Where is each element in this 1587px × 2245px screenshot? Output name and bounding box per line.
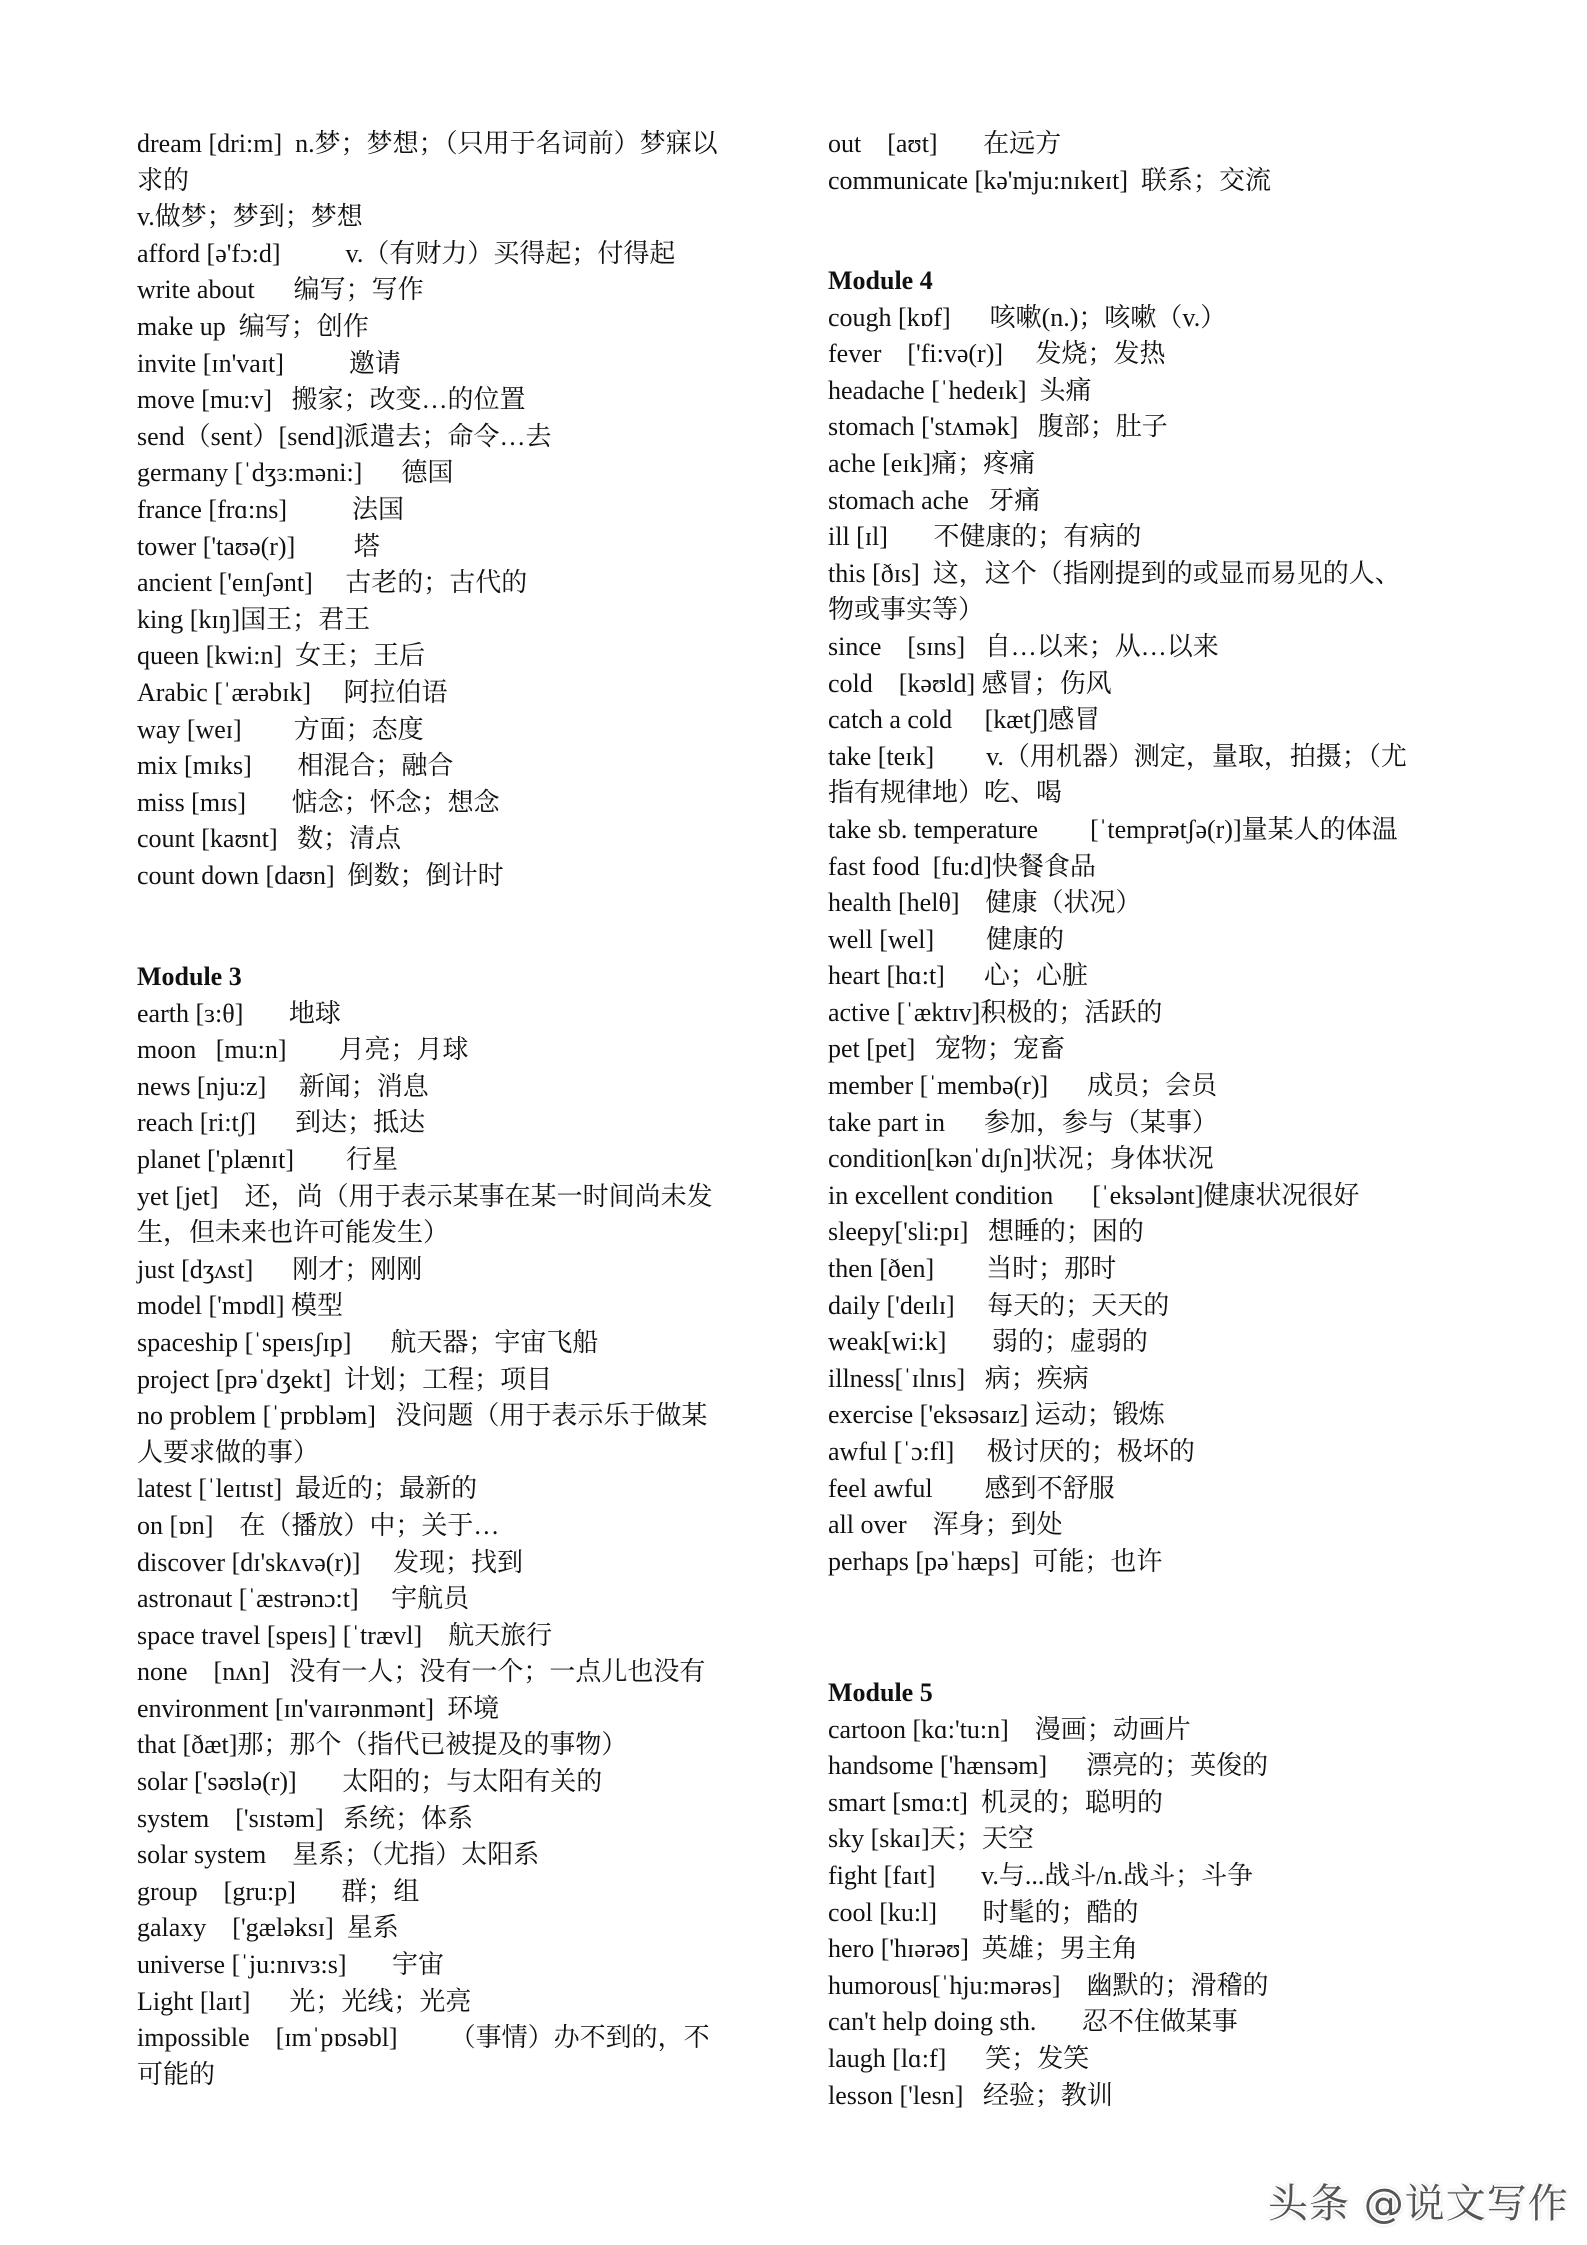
vocab-entry-text: make up 编写；创作 xyxy=(137,311,369,341)
vocab-entry xyxy=(828,126,1488,163)
vocab-entry-text: laugh [lɑ:f] 笑；发笑 xyxy=(828,2043,1090,2073)
module-heading: Module 4 xyxy=(828,266,933,295)
vocab-entry-text: ill [ɪl] 不健康的；有病的 xyxy=(828,522,1142,552)
vocab-entry-text: hero ['hɪərəʊ] 英雄；男主角 xyxy=(828,1934,1138,1964)
vocab-entry xyxy=(828,483,1488,520)
vocab-entry-text: headache [ˈhedeɪk] 头痛 xyxy=(828,375,1092,405)
vocab-entry xyxy=(828,1434,1488,1471)
vocab-entry-text: fight [faɪt] v.与...战斗/n.战斗；斗争 xyxy=(828,1860,1254,1890)
vocab-entry xyxy=(137,1362,777,1399)
vocab-entry xyxy=(137,821,777,858)
vocab-entry-text: out [aʊt] 在远方 xyxy=(828,129,1062,158)
vocab-entry-text: well [wel] 健康的 xyxy=(828,924,1065,954)
vocab-entry-text: sleepy['sli:pɪ] 想睡的；困的 xyxy=(828,1217,1144,1247)
vocab-entry-text: ancient ['eɪnʃənt] 古老的；古代的 xyxy=(137,568,528,598)
vocab-entry xyxy=(828,1288,1488,1325)
vocab-entry-text: environment [ɪn'vaɪrənmənt] 环境 xyxy=(137,1693,500,1723)
vocab-entry xyxy=(137,748,777,785)
vocab-entry xyxy=(137,1947,777,1984)
vocab-entry-text: illness[ˈɪlnɪs] 病；疾病 xyxy=(828,1363,1089,1393)
vocab-entry xyxy=(828,373,1488,410)
vocab-entry xyxy=(137,1581,777,1618)
vocab-entry-text: solar ['səʊlə(r)] 太阳的；与太阳有关的 xyxy=(137,1767,603,1797)
vocab-entry xyxy=(137,382,777,419)
vocab-entry-text: since [sɪns] 自…以来；从…以来 xyxy=(828,631,1219,661)
vocab-entry-text: communicate [kə'mju:nɪkeɪt] 联系；交流 xyxy=(828,165,1271,195)
vocab-entry-text: invite [ɪn'vaɪt] 邀请 xyxy=(137,348,401,378)
vocab-entry xyxy=(137,1179,777,1252)
vocab-entry xyxy=(828,2078,1488,2115)
vocab-entry-text: exercise ['eksəsaɪz] 运动；锻炼 xyxy=(828,1400,1165,1430)
vocab-entry xyxy=(137,1727,777,1764)
vocab-list-module3 xyxy=(137,959,777,2093)
vocab-entry-text: stomach ache 牙痛 xyxy=(828,485,1041,515)
vocab-entry-text: solar system 星系；（尤指）太阳系 xyxy=(137,1840,540,1870)
vocab-entry xyxy=(828,629,1488,666)
vocab-entry-text: way [weɪ] 方面；态度 xyxy=(137,714,424,744)
vocab-entry xyxy=(828,1785,1488,1822)
vocab-entry xyxy=(137,785,777,822)
vocab-entry xyxy=(137,1764,777,1801)
vocab-entry-text: universe [ˈju:nɪvɜ:s] 宇宙 xyxy=(137,1950,444,1980)
vocab-entry-text: take sb. temperature [ˈtemprətʃə(r)]量某人的体温 xyxy=(828,814,1398,844)
vocab-entry-text: latest [ˈleɪtɪst] 最近的；最新的 xyxy=(137,1474,478,1504)
vocab-entry xyxy=(828,1324,1488,1361)
vocab-entry-text: count down [daʊn] 倒数；倒计时 xyxy=(137,860,504,890)
vocab-entry-text: condition[kənˈdɪʃn]状况；身体状况 xyxy=(828,1144,1214,1174)
vocab-entry xyxy=(828,1895,1488,1932)
vocab-entry-continuation: 可能的 xyxy=(137,2059,216,2089)
vocab-entry-text: news [nju:z] 新闻；消息 xyxy=(137,1071,429,1101)
vocab-entry xyxy=(137,1654,777,1691)
vocab-entry-text: spaceship [ˈspeɪsʃɪp] 航天器；宇宙飞船 xyxy=(137,1327,599,1357)
vocab-entry xyxy=(137,712,777,749)
vocab-entry-continuation: 求的 xyxy=(137,165,190,195)
vocab-entry-text: member [ˈmembə(r)] 成员；会员 xyxy=(828,1071,1218,1101)
vocab-entry xyxy=(137,126,777,199)
vocab-entry xyxy=(828,1507,1488,1544)
vocab-entry-text: then [ðen] 当时；那时 xyxy=(828,1254,1117,1284)
vocab-entry xyxy=(828,812,1488,849)
vocab-entry xyxy=(137,858,777,895)
vocab-entry-text: miss [mɪs] 惦念；怀念；想念 xyxy=(137,787,500,817)
vocab-entry xyxy=(828,1068,1488,1105)
vocab-entry-text: galaxy ['gæləksɪ] 星系 xyxy=(137,1913,399,1943)
vocab-entry-text: v.做梦；梦到；梦想 xyxy=(137,202,363,232)
vocab-entry-text: cartoon [kɑ:'tu:n] 漫画；动画片 xyxy=(828,1714,1191,1744)
vocab-entry-text: king [kɪŋ]国王；君王 xyxy=(137,604,371,634)
vocab-entry xyxy=(137,565,777,602)
vocab-entry-text: humorous[ˈhju:mərəs] 幽默的；滑稽的 xyxy=(828,1970,1269,2000)
vocab-entry xyxy=(828,922,1488,959)
vocab-entry-text: move [mu:v] 搬家；改变…的位置 xyxy=(137,385,526,415)
vocab-entry xyxy=(137,529,777,566)
vocab-entry xyxy=(137,419,777,456)
vocab-entry-text: fever ['fi:və(r)] 发烧；发热 xyxy=(828,339,1166,369)
vocab-entry-text: discover [dɪ'skʌvə(r)] 发现；找到 xyxy=(137,1547,523,1577)
vocab-entry xyxy=(137,1508,777,1545)
vocab-entry-text: weak[wi:k] 弱的；虚弱的 xyxy=(828,1327,1148,1357)
vocab-entry-text: group [gru:p] 群；组 xyxy=(137,1876,420,1906)
vocab-entry-text: afford [ə'fɔ:d] v.（有财力）买得起；付得起 xyxy=(137,238,676,268)
vocab-entry xyxy=(137,309,777,346)
vocab-entry xyxy=(828,556,1488,629)
vocab-entry xyxy=(828,958,1488,995)
vocab-entry-text: cough [kɒf] 咳嗽(n.)；咳嗽（v.） xyxy=(828,302,1227,332)
vocab-entry xyxy=(828,336,1488,373)
vocab-entry xyxy=(137,1252,777,1289)
vocab-entry-text: count [kaʊnt] 数；清点 xyxy=(137,824,402,854)
vocab-entry xyxy=(137,675,777,712)
vocab-entry-text: catch a cold [kætʃ]感冒 xyxy=(828,705,1101,735)
vocab-entry xyxy=(828,1361,1488,1398)
vocab-entry-text: take part in 参加，参与（某事） xyxy=(828,1107,1218,1137)
vocab-entry-text: daily ['deɪlɪ] 每天的；天天的 xyxy=(828,1290,1170,1320)
vocab-entry-text: yet [jet] 还，尚（用于表示某事在某一时间尚未发 xyxy=(137,1181,713,1211)
vocab-entry-text: on [ɒn] 在（播放）中；关于… xyxy=(137,1510,500,1540)
vocab-entry-text: health [helθ] 健康（状况） xyxy=(828,888,1142,918)
vocab-entry-text: no problem [ˈprɒbləm] 没问题（用于表示乐于做某 xyxy=(137,1401,708,1431)
vocab-entry-continuation: 人要求做的事） xyxy=(137,1437,320,1467)
vocab-entry xyxy=(137,638,777,675)
vocab-entry xyxy=(137,996,777,1033)
vocab-entry-text: project [prəˈdʒekt] 计划；工程；项目 xyxy=(137,1364,553,1394)
vocab-entry xyxy=(137,602,777,639)
vocab-entry-text: all over 浑身；到处 xyxy=(828,1510,1063,1540)
vocab-entry-continuation: 物或事实等） xyxy=(828,595,985,625)
vocab-entry-text: planet ['plænɪt] 行星 xyxy=(137,1144,399,1174)
vocab-entry xyxy=(828,1397,1488,1434)
vocab-entry xyxy=(828,849,1488,886)
vocab-entry-text: none [nʌn] 没有一人；没有一个；一点儿也没有 xyxy=(137,1657,706,1687)
vocab-entry xyxy=(828,300,1488,337)
vocab-entry xyxy=(828,1712,1488,1749)
vocab-entry xyxy=(828,1471,1488,1508)
vocab-entry xyxy=(828,446,1488,483)
watermark: 头条 @说文写作 xyxy=(1268,2181,1569,2227)
vocab-entry xyxy=(137,1984,777,2021)
vocab-entry xyxy=(828,519,1488,556)
vocab-entry xyxy=(137,1398,777,1471)
module-heading: Module 3 xyxy=(137,962,242,991)
vocab-entry xyxy=(137,272,777,309)
vocab-entry xyxy=(137,1837,777,1874)
vocab-entry xyxy=(137,346,777,383)
vocab-entry-text: handsome ['hænsəm] 漂亮的；英俊的 xyxy=(828,1751,1269,1781)
vocab-entry xyxy=(828,2041,1488,2078)
vocab-entry xyxy=(137,1910,777,1947)
vocab-entry xyxy=(828,1931,1488,1968)
vocab-entry xyxy=(137,1032,777,1069)
vocab-entry-continuation: 指有规律地）吃、喝 xyxy=(828,778,1063,808)
vocab-entry-text: send（sent）[send]派遣去；命令…去 xyxy=(137,421,552,451)
vocab-entry xyxy=(828,1214,1488,1251)
vocab-entry xyxy=(137,1801,777,1838)
vocab-list-module5 xyxy=(828,1675,1488,2114)
vocab-entry xyxy=(828,702,1488,739)
vocab-entry xyxy=(828,2004,1488,2041)
vocab-entry xyxy=(828,1251,1488,1288)
vocab-entry-text: that [ðæt]那；那个（指代已被提及的事物） xyxy=(137,1730,628,1760)
vocab-entry xyxy=(828,1141,1488,1178)
vocab-entry xyxy=(137,1325,777,1362)
vocab-entry xyxy=(137,1545,777,1582)
vocab-entry xyxy=(828,885,1488,922)
vocab-entry xyxy=(137,1105,777,1142)
vocab-entry-continuation: 生，但未来也许可能发生） xyxy=(137,1218,450,1248)
vocab-entry xyxy=(137,1142,777,1179)
vocab-entry-text: germany [ˈdʒɜ:məni:] 德国 xyxy=(137,458,454,488)
vocab-entry xyxy=(137,236,777,273)
vocab-entry xyxy=(828,409,1488,446)
vocab-list-module3-continued xyxy=(828,126,1488,199)
vocab-entry-text: lesson ['lesn] 经验；教训 xyxy=(828,2080,1113,2110)
vocab-entry-text: space travel [speɪs] [ˈtrævl] 航天旅行 xyxy=(137,1620,553,1650)
vocab-entry xyxy=(828,1748,1488,1785)
vocab-entry-text: reach [ri:tʃ] 到达；抵达 xyxy=(137,1108,426,1138)
vocab-entry xyxy=(137,1069,777,1106)
vocab-entry xyxy=(137,199,777,236)
vocab-entry-text: pet [pet] 宠物；宠畜 xyxy=(828,1034,1065,1064)
vocab-entry-text: cool [ku:l] 时髦的；酷的 xyxy=(828,1897,1139,1927)
vocab-entry xyxy=(828,1968,1488,2005)
vocab-entry-text: mix [mɪks] 相混合；融合 xyxy=(137,751,454,781)
vocab-entry-text: cold [kəʊld] 感冒；伤风 xyxy=(828,668,1112,698)
vocab-entry-text: dream [dri:m] n.梦；梦想；（只用于名词前）梦寐以 xyxy=(137,129,718,158)
vocab-entry-text: take [teɪk] v.（用机器）测定，量取，拍摄；（尤 xyxy=(828,741,1407,771)
vocab-entry xyxy=(137,2020,777,2093)
vocab-entry xyxy=(828,1858,1488,1895)
vocab-entry-text: smart [smɑ:t] 机灵的；聪明的 xyxy=(828,1787,1163,1817)
vocab-entry xyxy=(137,1691,777,1728)
vocab-entry-text: write about 编写；写作 xyxy=(137,275,424,305)
vocab-entry xyxy=(828,1544,1488,1581)
vocab-entry-text: fast food [fu:d]快餐食品 xyxy=(828,851,1096,881)
vocab-entry-text: Arabic [ˈærəbɪk] 阿拉伯语 xyxy=(137,677,448,707)
vocab-entry xyxy=(828,1105,1488,1142)
vocab-entry-text: Light [laɪt] 光；光线；光亮 xyxy=(137,1986,472,2016)
vocab-entry-text: system ['sɪstəm] 系统；体系 xyxy=(137,1803,474,1833)
vocab-entry-text: just [dʒʌst] 刚才；刚刚 xyxy=(137,1254,423,1284)
vocab-entry xyxy=(137,1471,777,1508)
vocab-entry-text: moon [mu:n] 月亮；月球 xyxy=(137,1035,469,1065)
vocab-entry-text: feel awful 感到不舒服 xyxy=(828,1473,1115,1503)
vocab-entry xyxy=(828,739,1488,812)
vocab-entry-text: astronaut [ˈæstrənɔ:t] 宇航员 xyxy=(137,1584,470,1614)
vocab-entry xyxy=(137,455,777,492)
vocab-entry xyxy=(828,1178,1488,1215)
vocab-entry-text: queen [kwi:n] 女王；王后 xyxy=(137,641,426,671)
vocab-entry-text: stomach ['stʌmək] 腹部；肚子 xyxy=(828,412,1168,442)
vocab-entry xyxy=(137,492,777,529)
vocab-entry-text: this [ðɪs] 这，这个（指刚提到的或显而易见的人、 xyxy=(828,558,1401,588)
vocab-entry-text: awful [ˈɔ:fl] 极讨厌的；极坏的 xyxy=(828,1437,1195,1466)
vocab-entry-text: can't help doing sth. 忍不住做某事 xyxy=(828,2007,1238,2037)
vocab-entry-text: model ['mɒdl] 模型 xyxy=(137,1291,344,1321)
vocab-list-module2-continued xyxy=(137,126,777,894)
vocab-entry-text: active [ˈæktɪv]积极的；活跃的 xyxy=(828,997,1163,1027)
vocab-entry-text: in excellent condition [ˈeksələnt]健康状况很好 xyxy=(828,1180,1360,1210)
vocab-entry xyxy=(828,1031,1488,1068)
vocab-entry-text: heart [hɑ:t] 心；心脏 xyxy=(828,961,1088,991)
vocab-entry-text: earth [ɜ:θ] 地球 xyxy=(137,998,341,1028)
vocab-entry xyxy=(828,995,1488,1032)
vocab-entry-text: france [frɑ:ns] 法国 xyxy=(137,494,405,524)
vocab-entry-text: perhaps [pəˈhæps] 可能；也许 xyxy=(828,1546,1163,1576)
vocab-entry xyxy=(828,1821,1488,1858)
vocab-entry-text: tower ['taʊə(r)] 塔 xyxy=(137,531,380,561)
vocab-list-module4 xyxy=(828,263,1488,1580)
vocab-entry xyxy=(828,163,1488,200)
vocab-entry xyxy=(828,666,1488,703)
vocab-entry xyxy=(137,1288,777,1325)
vocab-entry-text: impossible [ɪmˈpɒsəbl] （事情）办不到的，不 xyxy=(137,2023,710,2053)
vocab-entry xyxy=(137,1874,777,1911)
module-heading: Module 5 xyxy=(828,1678,933,1707)
vocab-entry xyxy=(137,1618,777,1655)
vocab-entry-text: ache [eɪk]痛；疼痛 xyxy=(828,448,1036,478)
vocab-entry-text: sky [skaɪ]天；天空 xyxy=(828,1824,1034,1854)
